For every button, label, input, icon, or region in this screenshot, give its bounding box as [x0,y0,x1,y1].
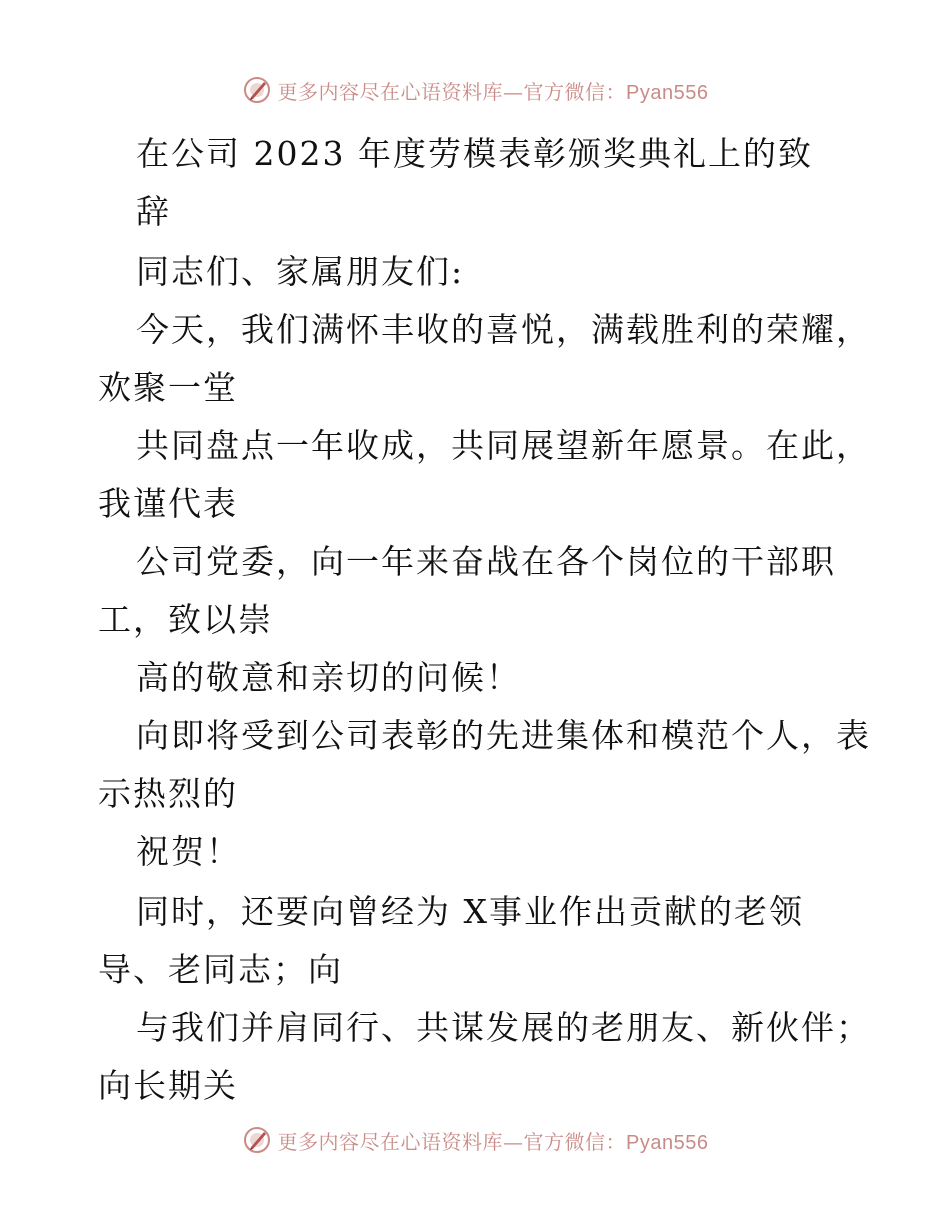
doc-paragraph-line: 高的敬意和亲切的问候！ [136,658,521,697]
doc-paragraph-line: 工，致以崇 [98,600,273,639]
doc-title-line-1: 在公司 2023 年度劳模表彰颁奖典礼上的致 [136,134,813,173]
watermark-text: 更多内容尽在心语资料库—官方微信：Pyan556 [277,79,709,104]
watermark-wechat-id: Pyan556 [626,1131,709,1154]
doc-paragraph-line: 导、老同志；向 [98,950,343,989]
doc-title-line-2: 辞 [136,192,171,231]
pen-circle-logo-icon [242,75,272,105]
watermark-wechat-id: Pyan556 [626,81,709,104]
footer-watermark [0,1120,950,1160]
doc-paragraph-line: 向即将受到公司表彰的先进集体和模范个人，表 [136,716,871,755]
doc-paragraph-line: 向长期关 [98,1066,238,1105]
doc-salutation: 同志们、家属朋友们: [136,252,465,291]
doc-paragraph-line: 示热烈的 [98,774,238,813]
watermark-text: 更多内容尽在心语资料库—官方微信：Pyan556 [277,1129,709,1154]
doc-paragraph-line: 共同盘点一年收成，共同展望新年愿景。在此， [136,426,871,465]
doc-paragraph-line: 与我们并肩同行、共谋发展的老朋友、新伙伴； [136,1008,871,1047]
doc-paragraph-line: 我谨代表 [98,484,238,523]
doc-paragraph-line: 同时，还要向曾经为 X事业作出贡献的老领 [136,892,804,931]
doc-paragraph-line: 欢聚一堂 [98,368,238,407]
pen-circle-logo-icon [242,1125,272,1155]
doc-paragraph-line: 今天，我们满怀丰收的喜悦，满载胜利的荣耀， [136,310,871,349]
doc-paragraph-line: 公司党委，向一年来奋战在各个岗位的干部职 [136,542,836,581]
header-watermark [0,70,950,110]
doc-paragraph-line: 祝贺！ [136,832,241,871]
